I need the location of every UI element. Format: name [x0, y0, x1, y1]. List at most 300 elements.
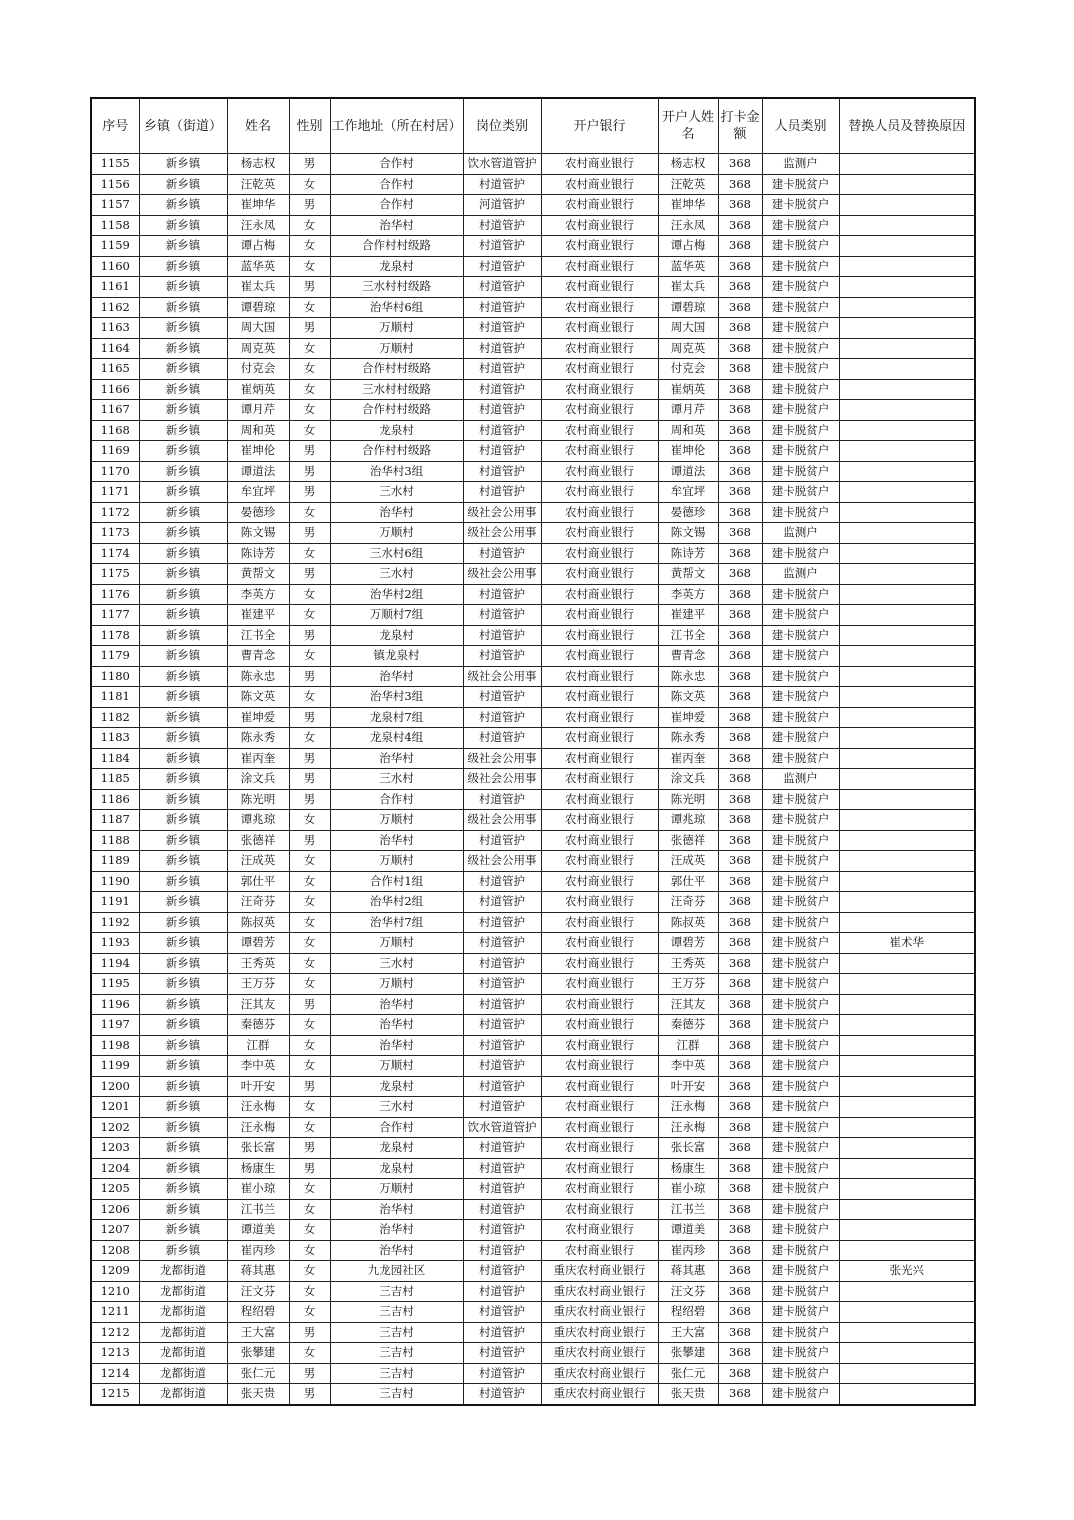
cell-index: 1185	[91, 769, 139, 790]
cell-work-address: 万顺村	[330, 523, 463, 544]
cell-gender: 女	[289, 379, 330, 400]
cell-post-type: 饮水管道管护	[463, 1117, 541, 1138]
cell-person-category: 建卡脱贫户	[762, 379, 839, 400]
cell-bank: 农村商业银行	[541, 646, 658, 667]
header-cell-bank: 开户银行	[541, 98, 658, 154]
cell-post-type: 村道管护	[463, 1056, 541, 1077]
cell-post-type: 村道管护	[463, 420, 541, 441]
cell-name: 谭月芹	[227, 400, 289, 421]
cell-gender: 男	[289, 482, 330, 503]
cell-gender: 男	[289, 1363, 330, 1384]
cell-gender: 女	[289, 1179, 330, 1200]
cell-gender: 男	[289, 707, 330, 728]
table-row	[91, 1076, 975, 1097]
cell-post-type: 村道管护	[463, 297, 541, 318]
cell-work-address: 治华村	[330, 1035, 463, 1056]
cell-township: 新乡镇	[139, 1056, 227, 1077]
cell-person-category: 建卡脱贫户	[762, 1056, 839, 1077]
cell-account-holder: 汪文芬	[658, 1281, 718, 1302]
cell-post-type: 村道管护	[463, 461, 541, 482]
cell-bank: 农村商业银行	[541, 789, 658, 810]
cell-name: 谭道法	[227, 461, 289, 482]
cell-bank: 农村商业银行	[541, 523, 658, 544]
cell-amount: 368	[718, 318, 762, 339]
cell-person-category: 建卡脱贫户	[762, 974, 839, 995]
cell-post-type: 村道管护	[463, 1261, 541, 1282]
cell-amount: 368	[718, 974, 762, 995]
cell-post-type: 村道管护	[463, 277, 541, 298]
cell-replacement	[839, 236, 975, 257]
cell-gender: 女	[289, 687, 330, 708]
cell-post-type: 村道管护	[463, 400, 541, 421]
cell-work-address: 合作村	[330, 1117, 463, 1138]
cell-amount: 368	[718, 892, 762, 913]
cell-bank: 农村商业银行	[541, 1240, 658, 1261]
cell-account-holder: 杨志权	[658, 154, 718, 175]
cell-bank: 农村商业银行	[541, 461, 658, 482]
cell-amount: 368	[718, 420, 762, 441]
cell-replacement: 崔术华	[839, 933, 975, 954]
cell-amount: 368	[718, 1179, 762, 1200]
cell-index: 1155	[91, 154, 139, 175]
cell-index: 1180	[91, 666, 139, 687]
cell-post-type: 村道管护	[463, 912, 541, 933]
cell-post-type: 村道管护	[463, 482, 541, 503]
cell-bank: 农村商业银行	[541, 236, 658, 257]
cell-gender: 女	[289, 174, 330, 195]
cell-township: 龙都街道	[139, 1322, 227, 1343]
cell-person-category: 建卡脱贫户	[762, 810, 839, 831]
cell-post-type: 村道管护	[463, 1035, 541, 1056]
cell-replacement	[839, 912, 975, 933]
cell-work-address: 治华村	[330, 666, 463, 687]
cell-name: 崔坤伦	[227, 441, 289, 462]
cell-amount: 368	[718, 912, 762, 933]
cell-replacement: 张光兴	[839, 1261, 975, 1282]
cell-post-type: 村道管护	[463, 1220, 541, 1241]
header-cell-index: 序号	[91, 98, 139, 154]
cell-gender: 男	[289, 748, 330, 769]
cell-gender: 女	[289, 892, 330, 913]
cell-account-holder: 牟宜坪	[658, 482, 718, 503]
cell-work-address: 龙泉村	[330, 1158, 463, 1179]
cell-account-holder: 周大国	[658, 318, 718, 339]
cell-replacement	[839, 892, 975, 913]
cell-gender: 男	[289, 195, 330, 216]
table-row	[91, 974, 975, 995]
cell-gender: 女	[289, 338, 330, 359]
cell-gender: 女	[289, 1199, 330, 1220]
cell-work-address: 合作村	[330, 789, 463, 810]
cell-work-address: 治华村7组	[330, 912, 463, 933]
cell-replacement	[839, 584, 975, 605]
table-row	[91, 318, 975, 339]
cell-bank: 农村商业银行	[541, 379, 658, 400]
cell-work-address: 治华村	[330, 1199, 463, 1220]
cell-gender: 男	[289, 666, 330, 687]
cell-bank: 农村商业银行	[541, 953, 658, 974]
cell-work-address: 龙泉村	[330, 420, 463, 441]
cell-person-category: 建卡脱贫户	[762, 994, 839, 1015]
cell-bank: 农村商业银行	[541, 1076, 658, 1097]
cell-gender: 女	[289, 1261, 330, 1282]
table-row	[91, 1158, 975, 1179]
cell-account-holder: 周克英	[658, 338, 718, 359]
table-row	[91, 154, 975, 175]
cell-replacement	[839, 154, 975, 175]
cell-name: 秦德芬	[227, 1015, 289, 1036]
cell-bank: 农村商业银行	[541, 195, 658, 216]
cell-account-holder: 叶开安	[658, 1076, 718, 1097]
cell-amount: 368	[718, 748, 762, 769]
cell-post-type: 村道管护	[463, 1322, 541, 1343]
cell-work-address: 万顺村	[330, 338, 463, 359]
cell-replacement	[839, 1097, 975, 1118]
cell-bank: 农村商业银行	[541, 625, 658, 646]
cell-person-category: 建卡脱贫户	[762, 871, 839, 892]
cell-bank: 农村商业银行	[541, 1158, 658, 1179]
cell-gender: 男	[289, 789, 330, 810]
table-row	[91, 1302, 975, 1323]
cell-work-address: 万顺村	[330, 318, 463, 339]
cell-replacement	[839, 482, 975, 503]
cell-person-category: 建卡脱贫户	[762, 605, 839, 626]
cell-gender: 女	[289, 810, 330, 831]
cell-account-holder: 陈光明	[658, 789, 718, 810]
cell-replacement	[839, 174, 975, 195]
cell-township: 新乡镇	[139, 1015, 227, 1036]
cell-person-category: 建卡脱贫户	[762, 584, 839, 605]
header-row	[91, 98, 975, 154]
cell-bank: 农村商业银行	[541, 769, 658, 790]
cell-index: 1175	[91, 564, 139, 585]
cell-township: 新乡镇	[139, 728, 227, 749]
cell-replacement	[839, 687, 975, 708]
header-cell-replacement: 替换人员及替换原因	[839, 98, 975, 154]
cell-work-address: 三水村村级路	[330, 379, 463, 400]
table-row	[91, 1056, 975, 1077]
cell-amount: 368	[718, 1158, 762, 1179]
cell-name: 周和英	[227, 420, 289, 441]
cell-gender: 女	[289, 1220, 330, 1241]
table-row	[91, 523, 975, 544]
table-row	[91, 338, 975, 359]
cell-township: 新乡镇	[139, 830, 227, 851]
cell-replacement	[839, 666, 975, 687]
cell-work-address: 镇龙泉村	[330, 646, 463, 667]
cell-account-holder: 江书全	[658, 625, 718, 646]
cell-bank: 农村商业银行	[541, 584, 658, 605]
cell-bank: 重庆农村商业银行	[541, 1261, 658, 1282]
cell-gender: 男	[289, 769, 330, 790]
cell-amount: 368	[718, 256, 762, 277]
cell-amount: 368	[718, 1076, 762, 1097]
cell-township: 新乡镇	[139, 523, 227, 544]
cell-person-category: 建卡脱贫户	[762, 1322, 839, 1343]
cell-name: 汪文芬	[227, 1281, 289, 1302]
cell-person-category: 建卡脱贫户	[762, 236, 839, 257]
cell-account-holder: 谭道美	[658, 1220, 718, 1241]
cell-post-type: 级社会公用事	[463, 666, 541, 687]
cell-post-type: 饮水管道管护	[463, 154, 541, 175]
cell-name: 陈永忠	[227, 666, 289, 687]
cell-person-category: 监测户	[762, 523, 839, 544]
cell-work-address: 合作村	[330, 174, 463, 195]
table-row	[91, 1363, 975, 1384]
table-row	[91, 1179, 975, 1200]
cell-township: 新乡镇	[139, 974, 227, 995]
cell-gender: 女	[289, 1343, 330, 1364]
cell-township: 新乡镇	[139, 769, 227, 790]
cell-post-type: 村道管护	[463, 830, 541, 851]
cell-township: 新乡镇	[139, 236, 227, 257]
cell-township: 新乡镇	[139, 871, 227, 892]
personnel-table	[90, 97, 976, 1406]
cell-person-category: 建卡脱贫户	[762, 297, 839, 318]
cell-work-address: 合作村村级路	[330, 359, 463, 380]
cell-work-address: 治华村	[330, 748, 463, 769]
cell-post-type: 级社会公用事	[463, 769, 541, 790]
cell-replacement	[839, 974, 975, 995]
cell-bank: 农村商业银行	[541, 912, 658, 933]
cell-amount: 368	[718, 584, 762, 605]
cell-account-holder: 付克会	[658, 359, 718, 380]
cell-township: 龙都街道	[139, 1363, 227, 1384]
cell-index: 1166	[91, 379, 139, 400]
cell-index: 1157	[91, 195, 139, 216]
cell-replacement	[839, 1138, 975, 1159]
cell-name: 李英方	[227, 584, 289, 605]
cell-work-address: 万顺村	[330, 974, 463, 995]
cell-account-holder: 黄帮文	[658, 564, 718, 585]
cell-work-address: 治华村6组	[330, 297, 463, 318]
cell-township: 新乡镇	[139, 461, 227, 482]
cell-person-category: 建卡脱贫户	[762, 748, 839, 769]
cell-amount: 368	[718, 1302, 762, 1323]
table-row	[91, 379, 975, 400]
cell-account-holder: 程绍碧	[658, 1302, 718, 1323]
cell-name: 汪永梅	[227, 1117, 289, 1138]
cell-replacement	[839, 953, 975, 974]
cell-township: 新乡镇	[139, 892, 227, 913]
cell-township: 新乡镇	[139, 687, 227, 708]
cell-name: 崔建平	[227, 605, 289, 626]
cell-township: 新乡镇	[139, 1138, 227, 1159]
cell-gender: 女	[289, 543, 330, 564]
header-cell-gender: 性别	[289, 98, 330, 154]
cell-post-type: 村道管护	[463, 1076, 541, 1097]
cell-amount: 368	[718, 338, 762, 359]
cell-replacement	[839, 1363, 975, 1384]
cell-account-holder: 江群	[658, 1035, 718, 1056]
cell-post-type: 村道管护	[463, 625, 541, 646]
header-cell-post-type: 岗位类别	[463, 98, 541, 154]
cell-name: 张天贵	[227, 1384, 289, 1405]
cell-gender: 女	[289, 953, 330, 974]
cell-bank: 农村商业银行	[541, 1035, 658, 1056]
cell-replacement	[839, 400, 975, 421]
cell-index: 1162	[91, 297, 139, 318]
cell-account-holder: 王大富	[658, 1322, 718, 1343]
cell-gender: 男	[289, 1384, 330, 1405]
cell-bank: 农村商业银行	[541, 687, 658, 708]
cell-post-type: 村道管护	[463, 1179, 541, 1200]
cell-township: 新乡镇	[139, 605, 227, 626]
cell-account-holder: 崔坤伦	[658, 441, 718, 462]
cell-post-type: 村道管护	[463, 933, 541, 954]
table-row	[91, 195, 975, 216]
cell-name: 李中英	[227, 1056, 289, 1077]
cell-amount: 368	[718, 297, 762, 318]
cell-gender: 女	[289, 256, 330, 277]
cell-work-address: 龙泉村4组	[330, 728, 463, 749]
table-row	[91, 687, 975, 708]
table-row	[91, 359, 975, 380]
cell-replacement	[839, 605, 975, 626]
cell-amount: 368	[718, 1261, 762, 1282]
cell-index: 1211	[91, 1302, 139, 1323]
table-row	[91, 994, 975, 1015]
cell-account-holder: 陈永忠	[658, 666, 718, 687]
cell-post-type: 村道管护	[463, 1384, 541, 1405]
cell-bank: 农村商业银行	[541, 892, 658, 913]
cell-work-address: 三水村	[330, 564, 463, 585]
cell-bank: 农村商业银行	[541, 830, 658, 851]
cell-township: 新乡镇	[139, 277, 227, 298]
cell-post-type: 村道管护	[463, 1158, 541, 1179]
cell-amount: 368	[718, 994, 762, 1015]
table-row	[91, 769, 975, 790]
cell-post-type: 村道管护	[463, 543, 541, 564]
cell-township: 新乡镇	[139, 1220, 227, 1241]
cell-work-address: 治华村	[330, 830, 463, 851]
cell-replacement	[839, 564, 975, 585]
cell-amount: 368	[718, 564, 762, 585]
cell-person-category: 建卡脱贫户	[762, 174, 839, 195]
cell-township: 新乡镇	[139, 1117, 227, 1138]
cell-post-type: 村道管护	[463, 1199, 541, 1220]
cell-post-type: 村道管护	[463, 1015, 541, 1036]
cell-name: 陈叔英	[227, 912, 289, 933]
cell-amount: 368	[718, 441, 762, 462]
table-row	[91, 933, 975, 954]
cell-person-category: 建卡脱贫户	[762, 953, 839, 974]
cell-person-category: 建卡脱贫户	[762, 277, 839, 298]
cell-replacement	[839, 195, 975, 216]
table-row	[91, 625, 975, 646]
cell-work-address: 万顺村	[330, 851, 463, 872]
cell-replacement	[839, 625, 975, 646]
cell-account-holder: 张天贵	[658, 1384, 718, 1405]
cell-person-category: 建卡脱贫户	[762, 400, 839, 421]
cell-amount: 368	[718, 605, 762, 626]
cell-work-address: 治华村	[330, 215, 463, 236]
cell-person-category: 建卡脱贫户	[762, 1281, 839, 1302]
cell-person-category: 建卡脱贫户	[762, 359, 839, 380]
cell-township: 新乡镇	[139, 1158, 227, 1179]
table-row	[91, 892, 975, 913]
cell-post-type: 村道管护	[463, 605, 541, 626]
cell-person-category: 建卡脱贫户	[762, 1076, 839, 1097]
cell-name: 汪奇芬	[227, 892, 289, 913]
cell-person-category: 监测户	[762, 154, 839, 175]
cell-replacement	[839, 1158, 975, 1179]
cell-amount: 368	[718, 687, 762, 708]
cell-post-type: 村道管护	[463, 441, 541, 462]
cell-township: 新乡镇	[139, 482, 227, 503]
cell-account-holder: 陈永秀	[658, 728, 718, 749]
cell-index: 1215	[91, 1384, 139, 1405]
cell-person-category: 建卡脱贫户	[762, 215, 839, 236]
cell-amount: 368	[718, 1056, 762, 1077]
cell-post-type: 级社会公用事	[463, 851, 541, 872]
header-cell-amount: 打卡金额	[718, 98, 762, 154]
cell-name: 张仁元	[227, 1363, 289, 1384]
cell-work-address: 合作村村级路	[330, 441, 463, 462]
cell-work-address: 合作村村级路	[330, 236, 463, 257]
cell-name: 汪永凤	[227, 215, 289, 236]
cell-amount: 368	[718, 1384, 762, 1405]
cell-amount: 368	[718, 769, 762, 790]
cell-township: 新乡镇	[139, 564, 227, 585]
cell-replacement	[839, 830, 975, 851]
cell-index: 1198	[91, 1035, 139, 1056]
cell-person-category: 建卡脱贫户	[762, 195, 839, 216]
cell-gender: 男	[289, 994, 330, 1015]
cell-gender: 女	[289, 1117, 330, 1138]
table-row	[91, 810, 975, 831]
cell-replacement	[839, 1343, 975, 1364]
cell-account-holder: 江书兰	[658, 1199, 718, 1220]
cell-name: 崔丙奎	[227, 748, 289, 769]
cell-name: 崔坤华	[227, 195, 289, 216]
cell-amount: 368	[718, 1117, 762, 1138]
cell-index: 1161	[91, 277, 139, 298]
cell-name: 崔坤爱	[227, 707, 289, 728]
cell-amount: 368	[718, 400, 762, 421]
table-row	[91, 564, 975, 585]
cell-gender: 女	[289, 1302, 330, 1323]
cell-work-address: 三水村	[330, 953, 463, 974]
cell-index: 1174	[91, 543, 139, 564]
cell-township: 新乡镇	[139, 195, 227, 216]
cell-name: 谭兆琼	[227, 810, 289, 831]
cell-index: 1183	[91, 728, 139, 749]
cell-replacement	[839, 318, 975, 339]
cell-account-holder: 蓝华英	[658, 256, 718, 277]
cell-work-address: 万顺村	[330, 810, 463, 831]
cell-index: 1202	[91, 1117, 139, 1138]
cell-post-type: 村道管护	[463, 338, 541, 359]
cell-amount: 368	[718, 646, 762, 667]
cell-person-category: 建卡脱贫户	[762, 543, 839, 564]
cell-name: 王万芬	[227, 974, 289, 995]
cell-index: 1200	[91, 1076, 139, 1097]
cell-work-address: 龙泉村	[330, 1138, 463, 1159]
cell-amount: 368	[718, 1240, 762, 1261]
cell-replacement	[839, 297, 975, 318]
cell-account-holder: 涂文兵	[658, 769, 718, 790]
cell-township: 龙都街道	[139, 1343, 227, 1364]
cell-gender: 男	[289, 277, 330, 298]
cell-amount: 368	[718, 379, 762, 400]
cell-name: 周大国	[227, 318, 289, 339]
cell-gender: 男	[289, 625, 330, 646]
cell-amount: 368	[718, 625, 762, 646]
cell-work-address: 万顺村	[330, 1179, 463, 1200]
cell-township: 新乡镇	[139, 543, 227, 564]
cell-name: 晏德珍	[227, 502, 289, 523]
